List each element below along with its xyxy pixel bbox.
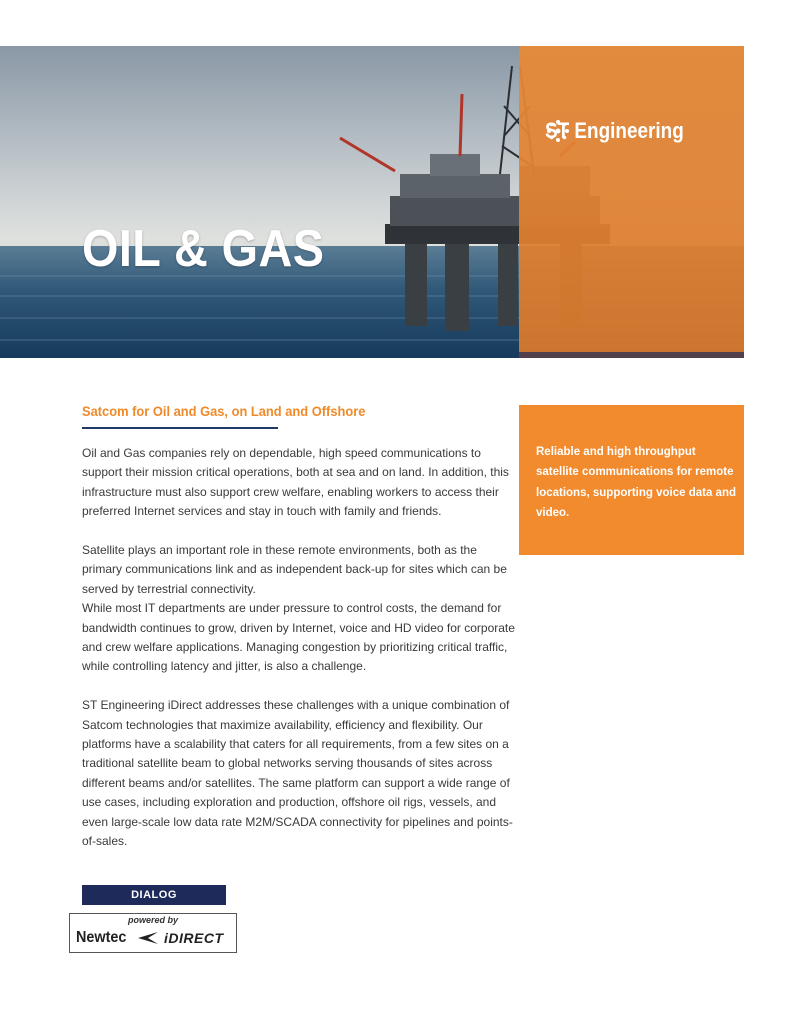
section-heading: Satcom for Oil and Gas, on Land and Offshore <box>82 403 366 419</box>
swoosh-icon <box>136 930 160 946</box>
page-title: OIL & GAS <box>82 220 325 278</box>
st-engineering-logo <box>545 118 706 144</box>
powered-by-label: powered by <box>127 915 178 925</box>
newtec-idirect-logo <box>69 913 237 953</box>
callout-box <box>519 405 744 555</box>
idirect-wordmark: iDIRECT <box>164 930 224 946</box>
hero-banner <box>0 46 744 358</box>
heading-divider <box>82 427 278 429</box>
paragraph-satellite-role: Satellite plays an important role in these remote environments, both as the primary communications link and as independent back-up for sites which can be served by terrestrial connectivity. <box>82 543 507 596</box>
oil-rig-illustration <box>0 46 744 358</box>
newtec-wordmark: Newtec <box>76 929 127 946</box>
callout-text: Reliable and high throughput satellite communications for remote locations, supporting voice data and video. <box>536 446 736 520</box>
brand-name: ST Engineering <box>545 118 684 143</box>
paragraph-intro: Oil and Gas companies rely on dependable, high speed communications to support their mission critical operations, both at sea and on land. In addition, this infrastructure must also support crew welfare, enabling workers to access their preferred Internet services and stay in touch with family and friends. <box>82 446 509 519</box>
dialog-label-bar: DIALOG <box>82 885 226 905</box>
paragraph-idirect: ST Engineering iDirect addresses these challenges with a unique combination of Satcom technologies that maximize availability, efficiency and flexibility. Our platforms have a scalability that caters for all requirements, from a few sites on a traditional satellite beam to global networks serving thousands of sites across different beams and/or satellites. The same platform can support a wide range of use cases, including exploration and production, offshore oil rigs, vessels, and even large-scale low data rate M2M/SCADA connectivity for pipelines and points-of-sales. <box>82 698 513 849</box>
logo-row <box>76 929 224 947</box>
body-copy <box>82 444 518 852</box>
paragraph-bandwidth: While most IT departments are under pressure to control costs, the demand for bandwidth continues to grow, driven by Internet, voice and HD video for corporate and crew welfare applications. Managing congestion by prioritizing critical traffic, while controlling latency and jitter, is also a challenge. <box>82 601 515 674</box>
